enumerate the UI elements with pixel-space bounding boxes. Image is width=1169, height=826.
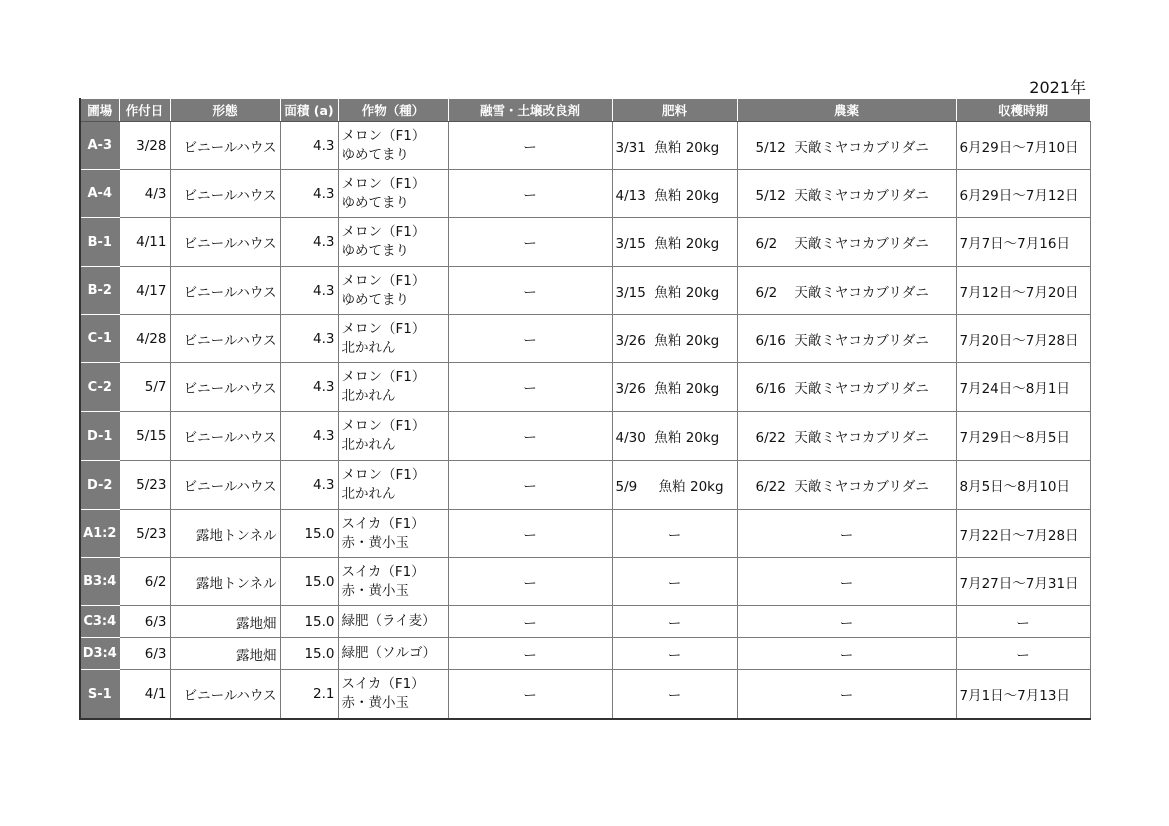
date-cell: 6/2 xyxy=(119,558,170,606)
form-cell: ビニールハウス xyxy=(170,267,280,315)
date-cell: 4/17 xyxy=(119,267,170,315)
table-row xyxy=(80,170,1090,218)
soil-cell: ー xyxy=(448,558,612,606)
plot-cell: B-1 xyxy=(80,218,119,267)
area-cell: 4.3 xyxy=(280,412,338,461)
plot-cell: D-2 xyxy=(80,461,119,510)
fertilizer-cell: 4/30 魚粕 20kg xyxy=(612,412,737,461)
harvest-cell: 6月29日〜7月10日 xyxy=(956,122,1090,170)
harvest-cell: 7月1日〜7月13日 xyxy=(956,670,1090,720)
pesticide-cell: ー xyxy=(737,510,956,558)
soil-cell: ー xyxy=(448,363,612,412)
form-cell: 露地畑 xyxy=(170,606,280,638)
table-row xyxy=(80,461,1090,510)
pesticide-cell: 6/22 天敵ミヤコカブリダニ xyxy=(737,461,956,510)
area-cell: 4.3 xyxy=(280,267,338,315)
pesticide-cell: ー xyxy=(737,606,956,638)
harvest-cell: 7月12日〜7月20日 xyxy=(956,267,1090,315)
crop-cell xyxy=(338,267,448,315)
plot-cell: B-2 xyxy=(80,267,119,315)
date-cell: 6/3 xyxy=(119,638,170,670)
crop-name: メロン（F1） xyxy=(341,467,426,483)
pesticide-cell: 5/12 天敵ミヤコカブリダニ xyxy=(737,170,956,218)
crop-variety: 赤・黄小玉 xyxy=(341,534,409,551)
planting-schedule-table xyxy=(79,98,1091,720)
plot-cell: A-4 xyxy=(80,170,119,218)
table-row xyxy=(80,510,1090,558)
pesticide-cell: 6/2 天敵ミヤコカブリダニ xyxy=(737,218,956,267)
date-cell: 4/3 xyxy=(119,170,170,218)
fertilizer-cell: ー xyxy=(612,558,737,606)
crop-variety: 北かれん xyxy=(341,388,396,404)
fertilizer-cell: ー xyxy=(612,510,737,558)
form-cell: ビニールハウス xyxy=(170,670,280,720)
form-cell: ビニールハウス xyxy=(170,218,280,267)
area-cell: 15.0 xyxy=(280,638,338,670)
soil-cell: ー xyxy=(448,315,612,363)
crop-variety: 北かれん xyxy=(341,339,396,356)
crop-cell xyxy=(338,315,448,363)
plot-cell: C-1 xyxy=(80,315,119,363)
form-cell: ビニールハウス xyxy=(170,461,280,510)
area-cell: 4.3 xyxy=(280,170,338,218)
date-cell: 6/3 xyxy=(119,606,170,638)
crop-cell xyxy=(338,461,448,510)
year-label: 2021年 xyxy=(1029,78,1086,97)
date-cell: 4/28 xyxy=(119,315,170,363)
crop-cell xyxy=(338,218,448,267)
plot-cell: A1:2 xyxy=(80,510,119,558)
table-body xyxy=(80,122,1090,720)
plot-cell: C-2 xyxy=(80,363,119,412)
harvest-cell: 6月29日〜7月12日 xyxy=(956,170,1090,218)
form-cell: ビニールハウス xyxy=(170,363,280,412)
soil-cell: ー xyxy=(448,267,612,315)
crop-name: メロン（F1） xyxy=(341,320,426,337)
harvest-cell: 7月29日〜8月5日 xyxy=(956,412,1090,461)
fertilizer-cell: 3/26 魚粕 20kg xyxy=(612,363,737,412)
form-cell: 露地トンネル xyxy=(170,558,280,606)
table-row xyxy=(80,267,1090,315)
pesticide-cell: 6/16 天敵ミヤコカブリダニ xyxy=(737,315,956,363)
soil-cell: ー xyxy=(448,670,612,720)
crop-variety: ゆめてまり xyxy=(341,291,409,308)
date-cell: 4/11 xyxy=(119,218,170,267)
area-cell: 15.0 xyxy=(280,510,338,558)
col-header-fertilizer: 肥料 xyxy=(612,99,737,122)
col-header-plot: 圃場 xyxy=(80,99,119,122)
crop-name: メロン（F1） xyxy=(341,369,426,385)
harvest-cell: 7月27日〜7月31日 xyxy=(956,558,1090,606)
area-cell: 4.3 xyxy=(280,218,338,267)
table-row xyxy=(80,558,1090,606)
crop-cell xyxy=(338,510,448,558)
table-row xyxy=(80,218,1090,267)
crop-cell xyxy=(338,170,448,218)
table-row xyxy=(80,315,1090,363)
crop-variety: 赤・黄小玉 xyxy=(341,695,409,711)
area-cell: 15.0 xyxy=(280,558,338,606)
plot-cell: C3:4 xyxy=(80,606,119,638)
crop-variety: 北かれん xyxy=(341,437,396,453)
fertilizer-cell: 3/26 魚粕 20kg xyxy=(612,315,737,363)
pesticide-cell: 5/12 天敵ミヤコカブリダニ xyxy=(737,122,956,170)
crop-name: メロン（F1） xyxy=(341,175,426,192)
crop-variety: 北かれん xyxy=(341,486,396,502)
pesticide-cell: 6/16 天敵ミヤコカブリダニ xyxy=(737,363,956,412)
crop-cell xyxy=(338,122,448,170)
col-header-soil: 融雪・土壌改良剤 xyxy=(448,99,612,122)
fertilizer-cell: 3/15 魚粕 20kg xyxy=(612,218,737,267)
pesticide-cell: 6/2 天敵ミヤコカブリダニ xyxy=(737,267,956,315)
table-row xyxy=(80,670,1090,720)
harvest-cell: 7月20日〜7月28日 xyxy=(956,315,1090,363)
soil-cell: ー xyxy=(448,412,612,461)
crop-name: 緑肥（ソルゴ） xyxy=(341,645,436,661)
plot-cell: A-3 xyxy=(80,122,119,170)
date-cell: 5/23 xyxy=(119,461,170,510)
form-cell: ビニールハウス xyxy=(170,122,280,170)
soil-cell: ー xyxy=(448,170,612,218)
table-row xyxy=(80,638,1090,670)
col-header-pesticide: 農薬 xyxy=(737,99,956,122)
crop-variety: 赤・黄小玉 xyxy=(341,582,409,599)
form-cell: 露地トンネル xyxy=(170,510,280,558)
col-header-crop: 作物（種） xyxy=(338,99,448,122)
plot-cell: D3:4 xyxy=(80,638,119,670)
fertilizer-cell: 4/13 魚粕 20kg xyxy=(612,170,737,218)
date-cell: 5/7 xyxy=(119,363,170,412)
soil-cell: ー xyxy=(448,218,612,267)
crop-cell xyxy=(338,606,448,638)
fertilizer-cell: ー xyxy=(612,606,737,638)
table-row xyxy=(80,412,1090,461)
col-header-harvest: 収穫時期 xyxy=(956,99,1090,122)
area-cell: 15.0 xyxy=(280,606,338,638)
crop-name: メロン（F1） xyxy=(341,272,426,289)
crop-name: メロン（F1） xyxy=(341,418,426,434)
soil-cell: ー xyxy=(448,122,612,170)
col-header-area: 面積 (a) xyxy=(280,99,338,122)
pesticide-cell: 6/22 天敵ミヤコカブリダニ xyxy=(737,412,956,461)
pesticide-cell: ー xyxy=(737,670,956,720)
crop-name: スイカ（F1） xyxy=(341,563,425,580)
crop-cell xyxy=(338,638,448,670)
fertilizer-cell: ー xyxy=(612,670,737,720)
harvest-cell: ー xyxy=(956,638,1090,670)
area-cell: 2.1 xyxy=(280,670,338,720)
crop-cell xyxy=(338,558,448,606)
form-cell: 露地畑 xyxy=(170,638,280,670)
soil-cell: ー xyxy=(448,510,612,558)
area-cell: 4.3 xyxy=(280,461,338,510)
soil-cell: ー xyxy=(448,606,612,638)
form-cell: ビニールハウス xyxy=(170,315,280,363)
fertilizer-cell: ー xyxy=(612,638,737,670)
crop-variety: ゆめてまり xyxy=(341,243,409,259)
col-header-form: 形態 xyxy=(170,99,280,122)
harvest-cell: 7月22日〜7月28日 xyxy=(956,510,1090,558)
crop-cell xyxy=(338,412,448,461)
plot-cell: D-1 xyxy=(80,412,119,461)
date-cell: 5/23 xyxy=(119,510,170,558)
harvest-cell: 7月24日〜8月1日 xyxy=(956,363,1090,412)
fertilizer-cell: 3/15 魚粕 20kg xyxy=(612,267,737,315)
soil-cell: ー xyxy=(448,638,612,670)
plot-cell: S-1 xyxy=(80,670,119,720)
harvest-cell: 8月5日〜8月10日 xyxy=(956,461,1090,510)
harvest-cell: 7月7日〜7月16日 xyxy=(956,218,1090,267)
crop-name: 緑肥（ライ麦） xyxy=(341,613,436,629)
header-row xyxy=(80,99,1090,122)
date-cell: 5/15 xyxy=(119,412,170,461)
crop-cell xyxy=(338,363,448,412)
form-cell: ビニールハウス xyxy=(170,170,280,218)
area-cell: 4.3 xyxy=(280,315,338,363)
form-cell: ビニールハウス xyxy=(170,412,280,461)
crop-cell xyxy=(338,670,448,720)
pesticide-cell: ー xyxy=(737,638,956,670)
table-row xyxy=(80,122,1090,170)
crop-variety: ゆめてまり xyxy=(341,194,409,211)
area-cell: 4.3 xyxy=(280,363,338,412)
crop-variety: ゆめてまり xyxy=(341,146,409,163)
area-cell: 4.3 xyxy=(280,122,338,170)
date-cell: 4/1 xyxy=(119,670,170,720)
crop-name: メロン（F1） xyxy=(341,224,426,240)
crop-name: スイカ（F1） xyxy=(341,676,425,692)
crop-name: メロン（F1） xyxy=(341,127,426,144)
fertilizer-cell: 3/31 魚粕 20kg xyxy=(612,122,737,170)
col-header-date: 作付日 xyxy=(119,99,170,122)
crop-name: スイカ（F1） xyxy=(341,515,425,532)
plot-cell: B3:4 xyxy=(80,558,119,606)
harvest-cell: ー xyxy=(956,606,1090,638)
date-cell: 3/28 xyxy=(119,122,170,170)
table-row xyxy=(80,363,1090,412)
table-row xyxy=(80,606,1090,638)
pesticide-cell: ー xyxy=(737,558,956,606)
fertilizer-cell: 5/9 魚粕 20kg xyxy=(612,461,737,510)
soil-cell: ー xyxy=(448,461,612,510)
